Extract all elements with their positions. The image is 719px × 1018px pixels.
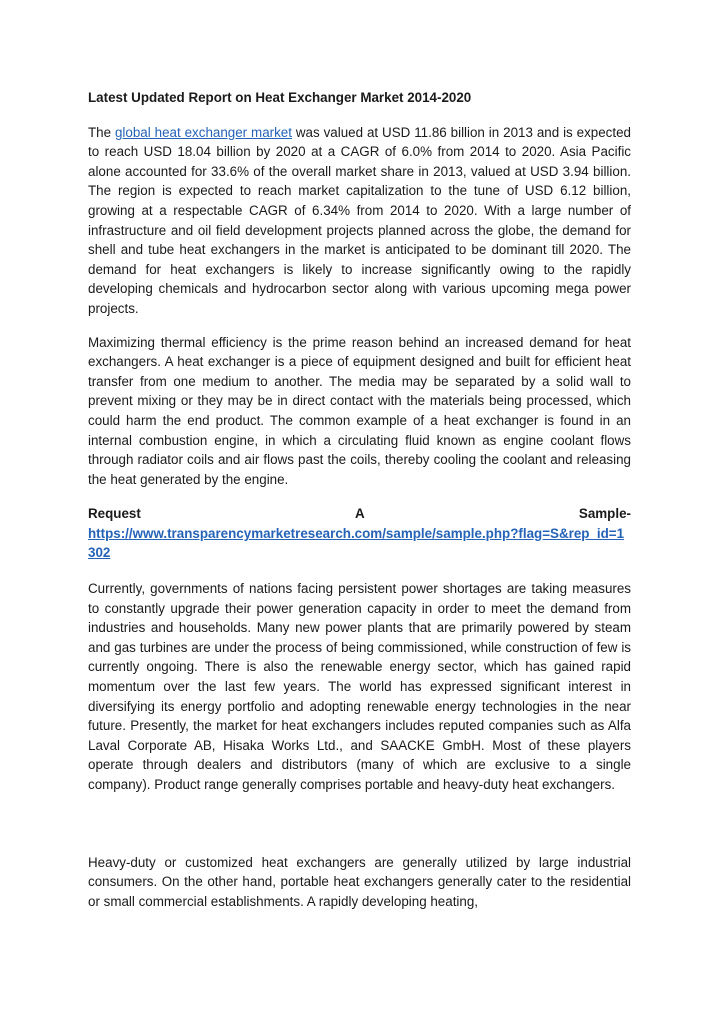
request-sample-block <box>88 504 631 563</box>
request-sample-link[interactable]: https://www.transparencymarketresearch.com/sample/sample.php?flag=S&rep_id=1302 <box>88 525 625 561</box>
paragraph-power-generation: Currently, governments of nations facing persistent power shortages are taking measures to constantly upgrade their power generation capacity in order to meet the demand from industries and households. Many new power plants that are primarily powered by steam and gas turbines are under the process of being commissioned, while construction of few is currently ongoing. There is also the renewable energy sector, which has gained rapid momentum over the last few years. The world has expressed significant interest in diversifying its energy portfolio and adopting renewable energy technologies in the near future. Presently, the market for heat exchangers includes reputed companies such as Alfa Laval Corporate AB, Hisaka Works Ltd., and SAACKE GmbH. Most of these players operate through dealers and distributors (many of which are exclusive to a single company). Product range generally comprises portable and heavy-duty heat exchangers. <box>88 581 631 792</box>
sample-word: Sample- <box>578 506 631 522</box>
global-heat-exchanger-market-link[interactable]: global heat exchanger market <box>114 124 292 140</box>
request-word: Request <box>88 506 141 522</box>
paragraph-thermal-efficiency: Maximizing thermal efficiency is the prime reason behind an increased demand for heat exchangers. A heat exchanger is a piece of equipment designed and built for efficient heat transfer from one medium to another. The media may be separated by a solid wall to prevent mixing or they may be in direct contact with the materials being processed, which could harm the end product. The common example of a heat exchanger is found in an internal combustion engine, in which a circulating fluid known as engine coolant flows through radiator coils and air flows past the coils, thereby cooling the coolant and releasing the heat generated by the engine. <box>88 334 631 487</box>
request-sample-heading <box>88 504 631 524</box>
paragraph-heavy-duty: Heavy-duty or customized heat exchangers are generally utilized by large industrial consumers. On the other hand, portable heat exchangers generally cater to the residential or small commercial establishments. A rapidly developing heating, <box>88 854 631 909</box>
a-word: A <box>355 506 365 522</box>
paragraph-body-text: was valued at USD 11.86 billion in 2013 and is expected to reach USD 18.04 billion by 2020 at a CAGR of 6.0% from 2014 to 2020. Asia Pacific alone accounted for 33.6% of the overall market share in 2013, valued at USD 3.94 billion. The region is expected to reach market capitalization to the tune of USD 6.12 billion, growing at a respectable CAGR of 6.34% from 2014 to 2020. With a large number of infrastructure and oil field development projects planned across the globe, the demand for shell and tube heat exchangers in the market is anticipated to be dominant till 2020. The demand for heat exchangers is likely to increase significantly owing to the rapidly developing chemicals and hydrocarbon sector along with various upcoming mega power projects. <box>88 124 631 316</box>
paragraph-lead-text: The <box>88 124 115 140</box>
document-title: Latest Updated Report on Heat Exchanger Market 2014-2020 <box>88 90 472 105</box>
document-page <box>88 88 631 911</box>
paragraph-market-overview <box>88 123 631 319</box>
